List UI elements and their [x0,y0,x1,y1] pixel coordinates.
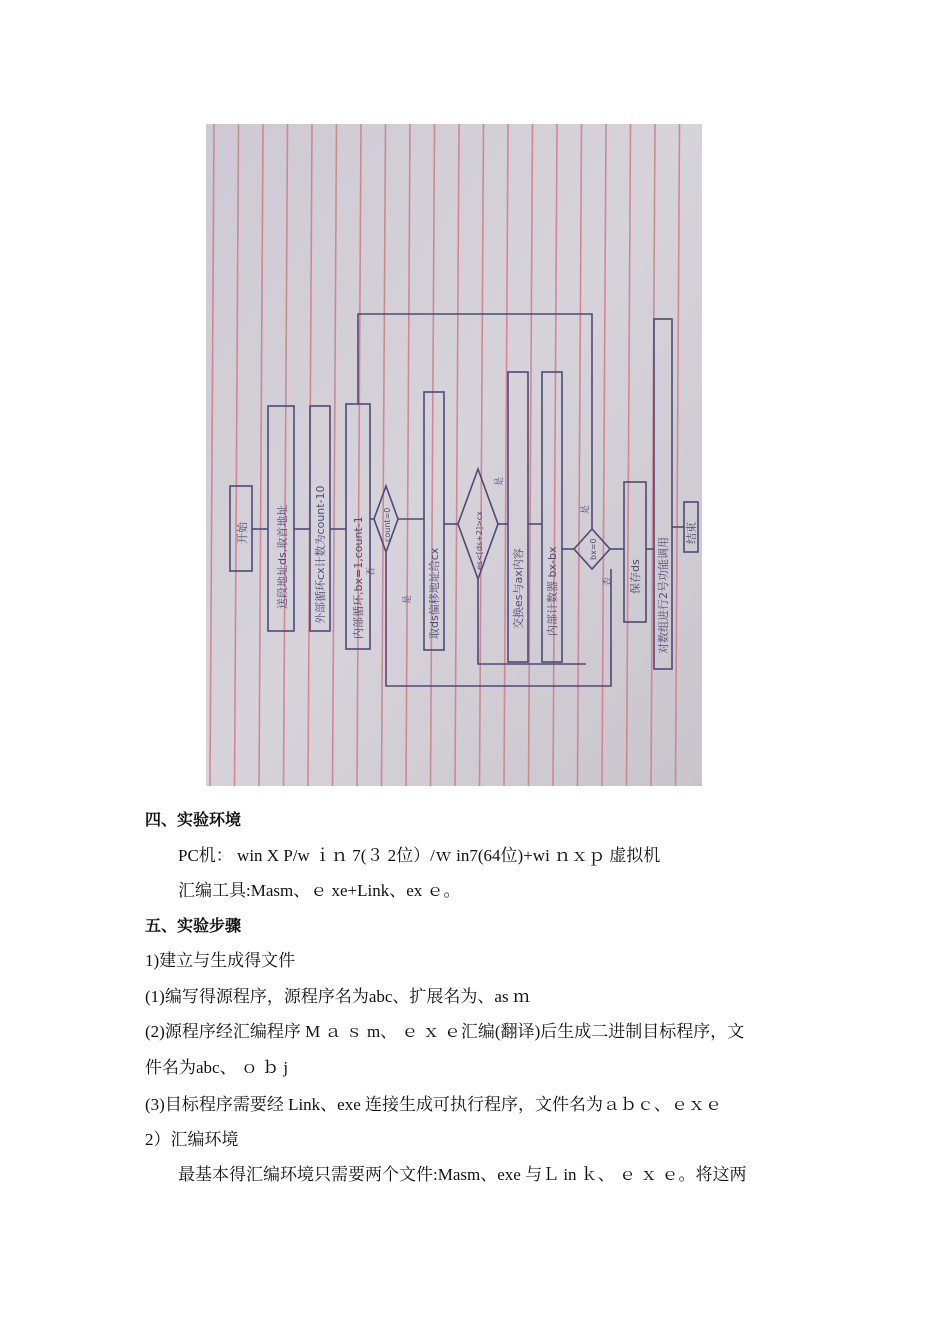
env-tools: 汇编工具:Masm、ｅ xe+Link、ex ｅ。 [178,881,461,900]
step-1-1: (1)编写得源程序，源程序名为abc、扩展名为、as ｍ [145,987,530,1006]
step-1-2b: 件名为abc、 ｏ ｂ j [145,1058,289,1077]
label-offset: 取ds偏移地址给cx [428,547,441,639]
label-swap: 交换es与ax内容 [512,548,525,629]
label-end: 结束 [685,522,698,544]
step-1: 1)建立与生成得文件 [145,951,296,970]
label-save: 保存ds [629,559,642,594]
label-compare: es<[ds+2]>cx [475,511,484,570]
label-yes-3: 是 [581,504,591,514]
label-count: count=0 [383,507,392,542]
label-yes-2: 是 [495,476,505,486]
steps-heading: 五、实验步骤 [145,916,242,935]
label-bx: bx=0 [589,538,598,560]
step-2-text: 最基本得汇编环境只需要两个文件:Masm、exe 与Ｌ in ｋ、 ｅ ｘ ｅ。将这两 [178,1165,747,1184]
label-start: 开始 [236,522,249,544]
flowchart-photo [206,124,702,786]
label-outer: 外部循环cx计数为count-10 [314,485,327,624]
step-1-2a: (2)源程序经汇编程序 M ａ ｓ m、 ｅ ｘ ｅ汇编(翻译)后生成二进制目标程序，文 [145,1022,745,1041]
env-heading: 四、实验环境 [145,810,242,829]
label-call: 对数组进行2号功能调用 [657,537,670,654]
label-no-1: 否 [367,566,377,576]
env-pc: PC机： win X P/w ｉｎ 7(３ 2位）/ｗ in7(64位)+wi ｎｘｐ 虚拟机 [178,846,661,865]
label-ds: 送段地址ds,取首地址 [276,504,289,609]
step-1-3: (3)目标程序需要经 Link、exe 连接生成可执行程序，文件名为ａｂｃ、ｅｘｅ [145,1095,723,1114]
label-inner: 内部循环,bx=1,count-1 [352,516,365,639]
label-no-3: 否 [603,576,613,586]
step-2: 2）汇编环境 [145,1130,239,1149]
label-yes-1: 是 [403,594,413,604]
label-counter: 内部计数器 bx-bx [546,546,559,636]
